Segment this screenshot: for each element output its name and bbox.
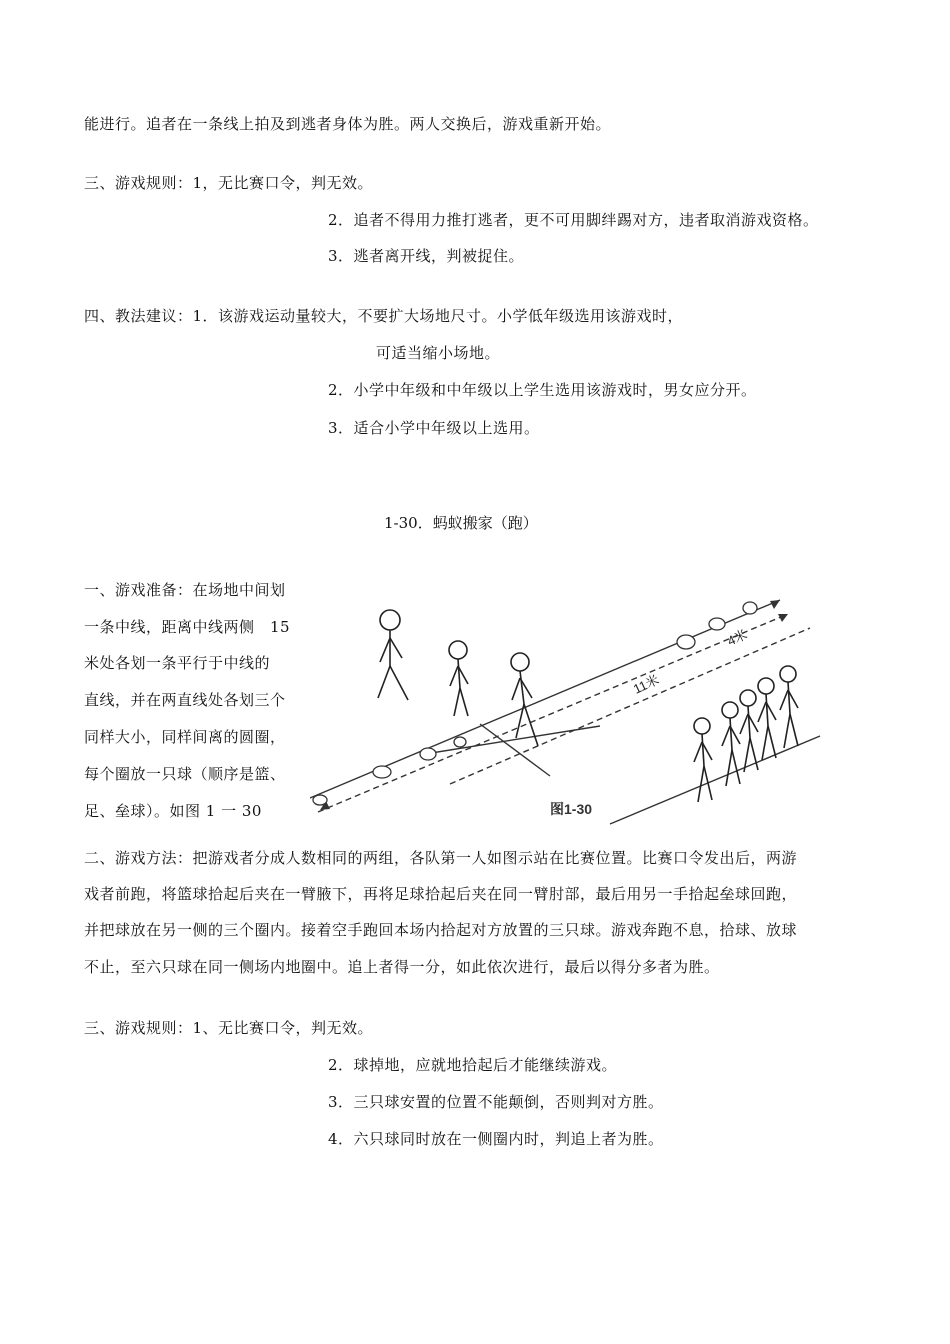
method-line: 戏者前跑，将篮球拾起后夹在一臂腋下，再将足球拾起后夹在同一臂肘部，最后用另一手拾起垒球回跑， bbox=[84, 885, 798, 903]
prep-line: 同样大小，同样间离的圆圈， bbox=[84, 728, 286, 746]
distance-label-4m: 4米 bbox=[724, 626, 750, 649]
rule-item-29-2: 2．追者不得用力推打逃者，更不可用脚绊踢对方，违者取消游戏资格。 bbox=[328, 211, 819, 229]
ball-icon bbox=[677, 635, 695, 649]
person-icon bbox=[740, 690, 758, 772]
section-title-1-30: 1-30．蚂蚁搬家（跑） bbox=[384, 514, 538, 532]
method-line: 不止，至六只球在同一侧场内地圈中。追上者得一分，如此依次进行，最后以得分多者为胜。 bbox=[84, 958, 720, 976]
prep-line: 足、垒球）。如图 1 一 30 bbox=[84, 802, 262, 820]
person-icon bbox=[780, 666, 798, 748]
person-icon bbox=[758, 678, 776, 760]
ball-icon bbox=[420, 748, 436, 760]
person-icon bbox=[449, 641, 468, 716]
prep-line: 一、游戏准备：在场地中间划 bbox=[84, 581, 286, 599]
teaching-item-29-2: 2．小学中年级和中年级以上学生选用该游戏时，男女应分开。 bbox=[328, 381, 757, 399]
ball-icon bbox=[373, 766, 391, 778]
paragraph-continuation: 能进行。追者在一条线上拍及到逃者身体为胜。两人交换后，游戏重新开始。 bbox=[84, 115, 612, 133]
rules-heading-30: 三、游戏规则：1、无比赛口令，判无效。 bbox=[84, 1019, 374, 1037]
arrow-icon bbox=[770, 600, 780, 609]
person-icon bbox=[378, 610, 408, 700]
prep-line: 一条中线，距离中线两侧 15 bbox=[84, 618, 291, 636]
side-line bbox=[610, 736, 820, 824]
rule-item-30-4: 4．六只球同时放在一侧圈内时，判追上者为胜。 bbox=[328, 1130, 664, 1148]
figure-caption: 图1-30 bbox=[550, 801, 593, 817]
person-icon bbox=[694, 718, 712, 802]
ball-icon bbox=[454, 737, 466, 747]
rule-item-30-2: 2．球掉地，应就地拾起后才能继续游戏。 bbox=[328, 1056, 618, 1074]
prep-line: 米处各划一条平行于中线的 bbox=[84, 654, 271, 672]
center-line-cross bbox=[480, 724, 550, 776]
distance-label-11m: 11米 bbox=[630, 671, 662, 697]
teaching-heading-29: 四、教法建议：1．该游戏运动量较大，不要扩大场地尺寸。小学低年级选用该游戏时， bbox=[84, 307, 684, 325]
rules-heading-29: 三、游戏规则：1，无比赛口令，判无效。 bbox=[84, 174, 374, 192]
method-line: 并把球放在另一侧的三个圈内。接着空手跑回本场内拾起对方放置的三只球。游戏奔跑不息，拾球、放球 bbox=[84, 921, 798, 939]
teaching-item-29-3: 3．适合小学中年级以上选用。 bbox=[328, 419, 540, 437]
prep-line: 每个圈放一只球（顺序是篮、 bbox=[84, 765, 286, 783]
person-icon bbox=[511, 653, 538, 746]
rule-item-29-3: 3．逃者离开线，判被捉住。 bbox=[328, 247, 525, 265]
rule-item-30-3: 3．三只球安置的位置不能颠倒，否则判对方胜。 bbox=[328, 1093, 664, 1111]
running-path-1 bbox=[318, 614, 788, 812]
method-line: 二、游戏方法：把游戏者分成人数相同的两组，各队第一人如图示站在比赛位置。比赛口令发出后，两游 bbox=[84, 849, 798, 867]
prep-line: 直线，并在两直线处各划三个 bbox=[84, 691, 286, 709]
ball-icon bbox=[743, 602, 757, 614]
game-field-figure bbox=[310, 576, 830, 826]
ball-icon bbox=[709, 618, 725, 630]
teaching-continuation-29: 可适当缩小场地。 bbox=[376, 344, 501, 362]
ball-icon bbox=[313, 795, 327, 805]
